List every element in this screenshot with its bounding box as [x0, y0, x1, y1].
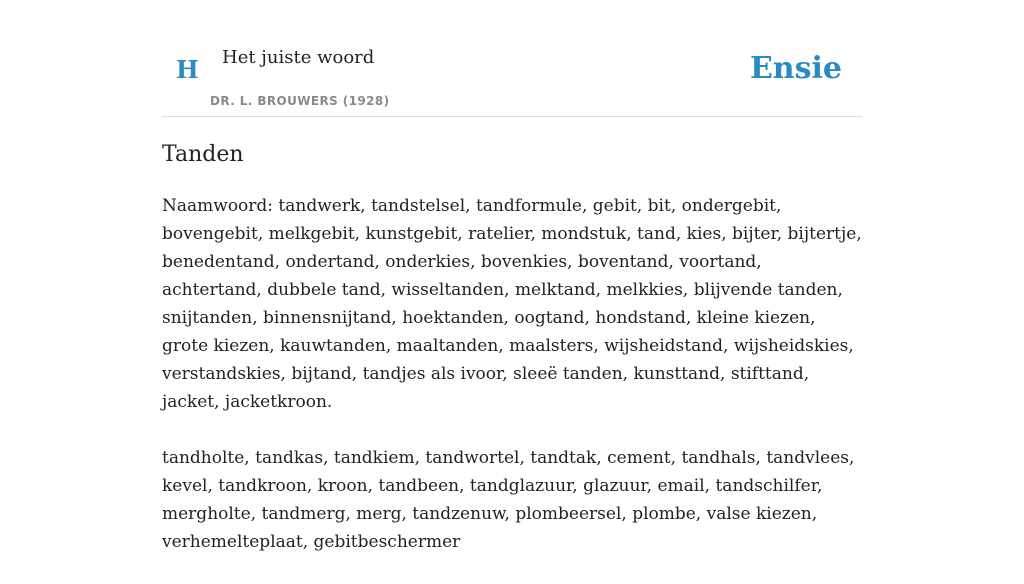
entry-body: [162, 192, 862, 584]
book-author: DR. L. BROUWERS (1928): [210, 94, 390, 108]
book-logo-icon[interactable]: H: [176, 55, 199, 84]
entry-title: Tanden: [162, 142, 244, 167]
entry-paragraph: tandholte, tandkas, tandkiem, tandwortel, tandtak, cement, tandhals, tandvlees, kevel, tandkroon, kroon, tandbeen, tandglazuur, glazuur, email, tandschilfer, mergholte, tandmerg, merg, tandzenuw, plombeersel, plombe, valse kiezen, verhemelteplaat, gebitbeschermer: [162, 448, 855, 552]
book-header: [162, 0, 862, 117]
entry-paragraph: Naamwoord: tandwerk, tandstelsel, tandformule, gebit, bit, ondergebit, bovengebit, melkgebit, kunstgebit, ratelier, mondstuk, tand, kies, bijter, bijtertje, benedentand, ondertand, onderkies, bovenkies, boventand, voortand, achtertand, dubbele tand, wisseltanden, melktand, melkkies, blijvende tanden, snijtanden, binnensnijtand, hoektanden, oogtand, hondstand, kleine kiezen, grote kiezen, kauwtanden, maaltanden, maalsters, wijsheidstand, wijsheidskies, verstandskies, bijtand, tandjes als ivoor, sleeë tanden, kunsttand, stifttand, jacket, jacketkroon.: [162, 196, 862, 412]
ensie-logo-link[interactable]: Ensie: [749, 51, 842, 86]
book-title[interactable]: Het juiste woord: [222, 47, 375, 68]
